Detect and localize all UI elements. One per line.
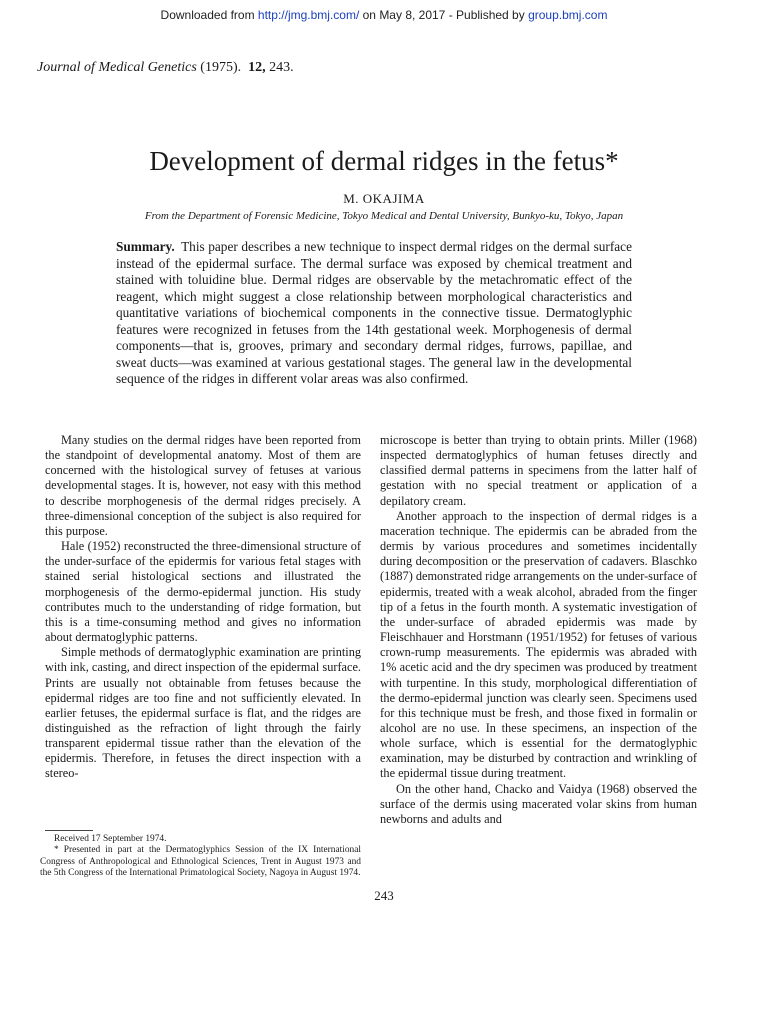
journal-year: (1975). <box>196 60 242 75</box>
summary-lead: Summary. <box>116 239 175 254</box>
right-paragraph-3: On the other hand, Chacko and Vaidya (1968) observed the surface of the dermis using macerated volar skins from human newborns and adults and <box>380 781 697 826</box>
journal-volume: 12, <box>248 60 266 75</box>
right-column <box>380 433 697 827</box>
author: M. OKAJIMA <box>343 191 425 206</box>
right-paragraph-2: Another approach to the inspection of dermal ridges is a maceration technique. The epidermis can be abraded from the dermis by various procedures and sometimes incidentally during decomposition or the preservation of cadavers. Blaschko (1887) demonstrated ridge arrangements on the under-surface of epidermis, treated with a weak alcohol, abraded from the finger tip of a fetus in the fourth month. A systematic investigation of the under-surface of abraded epidermis was made by Fleischhauer and Horstmann (1951/1952) for fetuses of various crown-rump measurements. The epidermis was abraded with 1% acetic acid and the dry specimen was produced by treatment with turpentine. In this study, morphological differentiation of the dermo-epidermal junction was clearly seen. Specimens used for this technique must be fresh, and those fixed in formalin or alcohol are no use. In these specimens, an inspection of the whole surface, which is essential for the dermatoglyphic examination, may be disturbed by contraction and wrinkling of the epidermal tissue during treatment. <box>380 508 697 781</box>
left-paragraph-1: Many studies on the dermal ridges have been reported from the standpoint of developmental anatomy. Most of them are concerned with the histological survey of fetuses at various developmental stages. It is, however, not easy with this method to describe morphogenesis of the dermal ridges precisely. A three-dimensional conception of the subject is also required for this purpose. <box>45 433 361 538</box>
journal-reference <box>37 60 294 76</box>
left-column <box>45 433 361 782</box>
journal-page: 243. <box>265 60 294 75</box>
footnote-received: Received 17 September 1974. <box>54 834 167 844</box>
download-middle: on May 8, 2017 - Published by <box>359 8 529 22</box>
publisher-link[interactable]: group.bmj.com <box>528 8 608 22</box>
left-paragraph-3: Simple methods of dermatoglyphic examination are printing with ink, casting, and direct inspection of the epidermal surface. Prints are usually not obtainable from fetuses because the epidermal ridges are too fine and not sufficiently elevated. In earlier fetuses, the epidermal surface is flat, and the ridges are distinguished as the refraction of light through the fairly transparent epidermal tissue rather than the elevation of the epidermis. Therefore, in fetuses the direct inspection with a stereo- <box>45 645 361 781</box>
footnotes <box>40 834 361 880</box>
right-paragraph-1: microscope is better than trying to obtain prints. Miller (1968) inspected dermatoglyphics of human fetuses directly and classified dermal patterns in specimens from the latter half of gestation with no special treatment or application of a depilatory cream. <box>380 433 697 508</box>
footnote-presented: * Presented in part at the Dermatoglyphics Session of the IX International Congress of Anthropological and Ethnological Sciences, Trent in August 1973 and the 5th Congress of the International Primatological Society, Nagoya in August 1974. <box>40 845 361 879</box>
download-prefix: Downloaded from <box>160 8 258 22</box>
paper-title: Development of dermal ridges in the fetus* <box>149 146 619 176</box>
summary-text: This paper describes a new technique to inspect dermal ridges on the dermal surface instead of the epidermal surface. The dermal surface was exposed by chemical treatment and stained with toluidine blue. Dermal ridges are observable by the metachromatic effect of the reagent, which might suggest a close relationship between morphological characteristics and quantitative variations of biochemical components in the connective tissue. Dermatoglyphic features were recognized in fetuses from the 14th gestational week. Morphogenesis of dermal components—that is, grooves, primary and secondary dermal ridges, furrows, papillae, and sweat ducts—was examined at various gestational stages. The general law in the developmental sequence of the ridges in different volar areas was also confirmed. <box>116 239 632 386</box>
download-banner <box>0 8 768 22</box>
left-paragraph-2: Hale (1952) reconstructed the three-dimensional structure of the under-surface of the epidermis for various fetal stages with stained serial histological sections and illustrated the morphogenesis of the dermo-epidermal junction. His study contributes much to the understanding of ridge formation, but this is a time-consuming method and gives no information about dermatoglyphic patterns. <box>45 539 361 645</box>
journal-name: Journal of Medical Genetics <box>37 60 197 75</box>
page-number: 243 <box>374 888 394 903</box>
affiliation: From the Department of Forensic Medicine, Tokyo Medical and Dental University, Bunkyo-ku, Tokyo, Japan <box>144 210 624 222</box>
summary-abstract <box>116 239 632 388</box>
journal-url-link[interactable]: http://jmg.bmj.com/ <box>257 8 360 22</box>
footnote-divider <box>45 830 93 831</box>
